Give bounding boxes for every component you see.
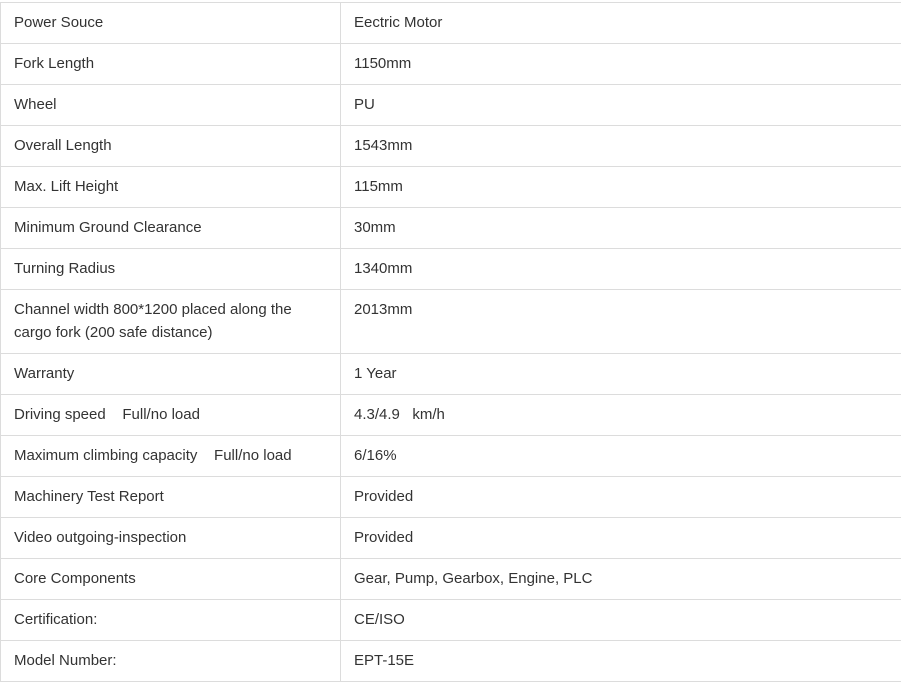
spec-table — [0, 2, 901, 682]
spec-value: CE/ISO — [341, 600, 901, 641]
table-row — [1, 85, 901, 126]
table-row — [1, 167, 901, 208]
spec-value: 1543mm — [341, 126, 901, 167]
spec-table-body — [1, 3, 901, 682]
spec-label: Driving speed Full/no load — [1, 395, 341, 436]
table-row — [1, 126, 901, 167]
spec-label: Power Souce — [1, 3, 341, 44]
spec-value: 115mm — [341, 167, 901, 208]
spec-label: Fork Length — [1, 44, 341, 85]
spec-value: 1 Year — [341, 354, 901, 395]
table-row — [1, 208, 901, 249]
spec-value: PU — [341, 85, 901, 126]
table-row — [1, 641, 901, 682]
spec-value: Provided — [341, 518, 901, 559]
table-row — [1, 44, 901, 85]
spec-label: Overall Length — [1, 126, 341, 167]
spec-value: 1150mm — [341, 44, 901, 85]
spec-value: 30mm — [341, 208, 901, 249]
table-row — [1, 518, 901, 559]
table-row — [1, 290, 901, 354]
table-row — [1, 559, 901, 600]
spec-value: EPT-15E — [341, 641, 901, 682]
spec-value: 4.3/4.9 km/h — [341, 395, 901, 436]
spec-label: Maximum climbing capacity Full/no load — [1, 436, 341, 477]
table-row — [1, 249, 901, 290]
spec-label: Warranty — [1, 354, 341, 395]
spec-label: Model Number: — [1, 641, 341, 682]
table-row — [1, 436, 901, 477]
spec-label: Turning Radius — [1, 249, 341, 290]
spec-value: Provided — [341, 477, 901, 518]
table-row — [1, 600, 901, 641]
spec-value: 6/16% — [341, 436, 901, 477]
spec-value: Gear, Pump, Gearbox, Engine, PLC — [341, 559, 901, 600]
spec-label: Wheel — [1, 85, 341, 126]
table-row — [1, 354, 901, 395]
spec-label: Minimum Ground Clearance — [1, 208, 341, 249]
spec-label: Channel width 800*1200 placed along the cargo fork (200 safe distance) — [1, 290, 341, 354]
spec-value: 2013mm — [341, 290, 901, 354]
spec-label: Certification: — [1, 600, 341, 641]
spec-value: 1340mm — [341, 249, 901, 290]
spec-value: Eectric Motor — [341, 3, 901, 44]
table-row — [1, 3, 901, 44]
spec-label: Max. Lift Height — [1, 167, 341, 208]
table-row — [1, 395, 901, 436]
spec-label: Core Components — [1, 559, 341, 600]
spec-label: Machinery Test Report — [1, 477, 341, 518]
spec-label: Video outgoing-inspection — [1, 518, 341, 559]
table-row — [1, 477, 901, 518]
